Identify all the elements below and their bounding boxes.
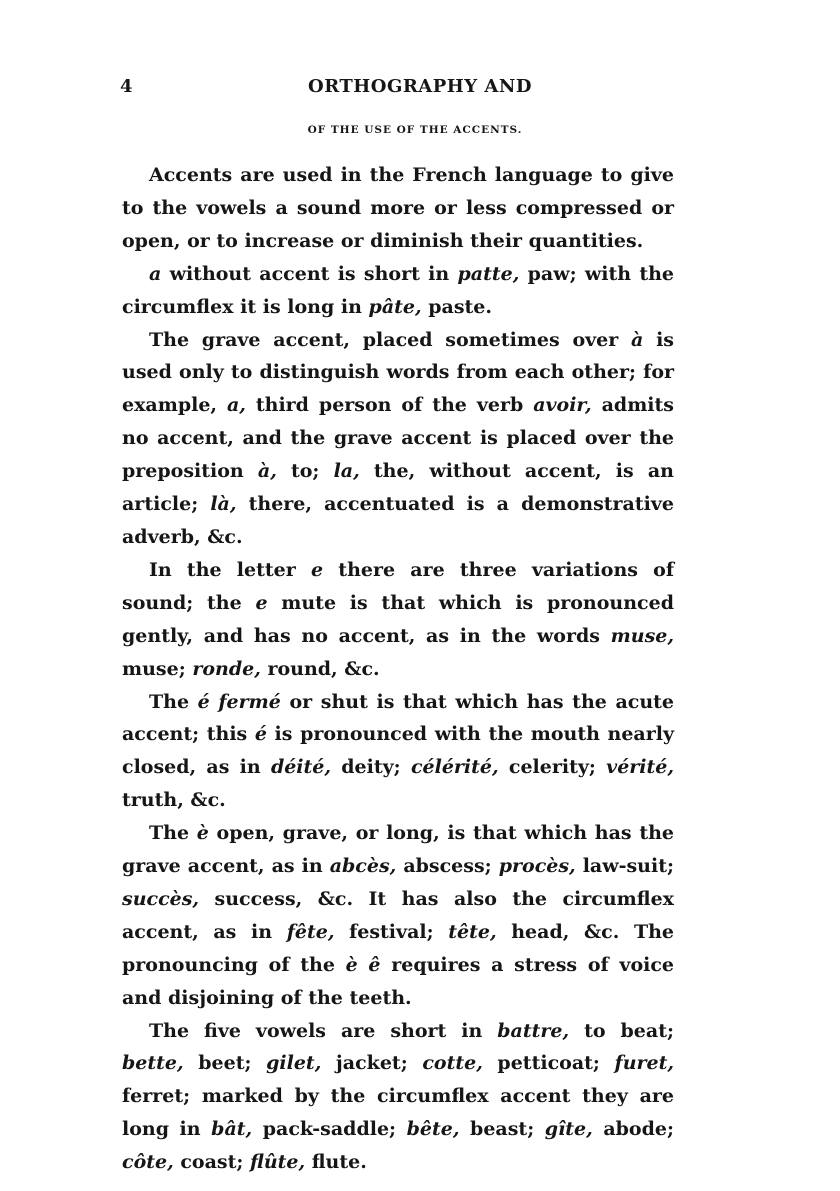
italic-term: tête, — [448, 920, 497, 943]
text-run: law-suit; — [575, 855, 675, 878]
text-run: to; — [276, 460, 334, 483]
italic-term: muse, — [610, 624, 674, 647]
text-run: petticoat; — [482, 1052, 615, 1075]
italic-term: procès, — [498, 855, 576, 878]
italic-term: avoir, — [533, 394, 592, 417]
italic-term: vérité, — [606, 756, 674, 779]
italic-term: abcès, — [329, 855, 397, 878]
text-run: Accents are used in the French language to give to the vowels a sound more or less compressed or open, or to increase or diminish their quantities. — [122, 164, 674, 252]
body-text — [122, 159, 674, 1179]
text-run: truth, &c. — [122, 789, 226, 812]
paragraph — [122, 324, 674, 554]
text-run: paste. — [421, 295, 492, 318]
text-run: paw; with the circumflex it is long in — [122, 262, 674, 318]
running-title: ORTHOGRAPHY AND — [308, 76, 532, 97]
italic-term: patte, — [457, 262, 520, 285]
italic-term: e — [310, 558, 324, 581]
text-run: admits no accent, and the grave accent is placed over the preposition — [122, 394, 675, 483]
paragraph — [122, 554, 674, 686]
italic-term: succès, — [122, 887, 200, 910]
italic-term: là, — [210, 493, 237, 516]
text-run: muse; — [122, 657, 193, 680]
section-title: OF THE USE OF THE ACCENTS. — [307, 124, 523, 136]
text-run: beast; — [459, 1118, 545, 1141]
italic-term: è ê — [345, 953, 381, 976]
text-run: is pronounced with the mouth nearly closed, as in — [122, 723, 674, 779]
text-run: mute is that which is pronounced gently, and has no accent, as in the words — [122, 591, 674, 647]
text-run: or shut is that which has the acute accent; this — [122, 690, 675, 746]
text-run: round, &c. — [260, 657, 380, 680]
text-run: there are three variations of sound; the — [122, 558, 675, 614]
page-header — [120, 76, 680, 102]
text-run: The — [149, 822, 197, 845]
italic-term: à — [631, 328, 644, 351]
text-run: The five vowels are short in — [149, 1019, 498, 1042]
text-run: the, without accent, is an article; — [122, 460, 674, 516]
text-run: pack-saddle; — [252, 1118, 407, 1141]
text-run: to beat; — [569, 1019, 674, 1042]
page-number: 4 — [120, 76, 133, 97]
italic-term: célérité, — [410, 756, 499, 779]
italic-term: pâte, — [368, 295, 422, 318]
paragraph — [122, 686, 674, 818]
italic-term: a, — [226, 394, 246, 417]
text-run: there, accentuated is a demonstrative adverb, &c. — [122, 493, 674, 548]
text-run: success, &c. It has also the circumflex accent, as in — [122, 887, 674, 943]
italic-term: ronde, — [192, 657, 261, 680]
text-run: festival; — [334, 920, 449, 943]
italic-term: déité, — [270, 756, 332, 779]
text-run: head, &c. The pronouncing of the — [122, 920, 674, 976]
italic-term: à, — [257, 460, 277, 483]
italic-term: bête, — [406, 1118, 460, 1141]
text-run: abode; — [592, 1118, 674, 1141]
text-run: without accent is short in — [161, 262, 458, 285]
paragraph — [122, 159, 674, 258]
text-run: jacket; — [321, 1052, 423, 1075]
italic-term: cotte, — [422, 1052, 483, 1075]
text-run: deity; — [331, 756, 411, 779]
italic-term: gîte, — [544, 1118, 593, 1141]
text-run: flute. — [305, 1151, 367, 1174]
text-run: requires a stress of voice and disjoining of the teeth. — [122, 953, 674, 1009]
italic-term: la, — [333, 460, 360, 483]
paragraph — [122, 1015, 674, 1180]
text-run: celerity; — [498, 756, 607, 779]
text-run: ferret; marked by the circumflex accent they are long in — [122, 1085, 674, 1141]
italic-term: furet, — [614, 1052, 675, 1075]
text-run: open, grave, or long, is that which has the grave accent, as in — [122, 822, 674, 878]
italic-term: côte, — [122, 1151, 174, 1174]
italic-term: bât, — [211, 1118, 253, 1141]
paragraph — [122, 258, 674, 324]
text-run: abscess; — [396, 855, 499, 878]
paragraph — [122, 817, 674, 1014]
italic-term: battre, — [497, 1019, 570, 1042]
text-run: The — [149, 690, 198, 713]
text-run: coast; — [173, 1151, 251, 1174]
italic-term: è — [196, 822, 209, 845]
italic-term: bette, — [122, 1052, 184, 1075]
text-run: The grave accent, placed sometimes over — [149, 328, 632, 351]
italic-term: flûte, — [250, 1151, 306, 1174]
italic-term: a — [149, 262, 162, 285]
italic-term: é fermé — [197, 690, 281, 713]
text-run: beet; — [183, 1052, 267, 1075]
text-run: is used only to distinguish words from each other; for example, — [122, 328, 674, 417]
text-run: third person of the verb — [245, 394, 534, 417]
italic-term: fête, — [286, 920, 335, 943]
italic-term: e — [255, 591, 268, 614]
italic-term: é — [254, 723, 267, 746]
italic-term: gilet, — [266, 1052, 322, 1075]
text-run: In the letter — [149, 558, 311, 581]
